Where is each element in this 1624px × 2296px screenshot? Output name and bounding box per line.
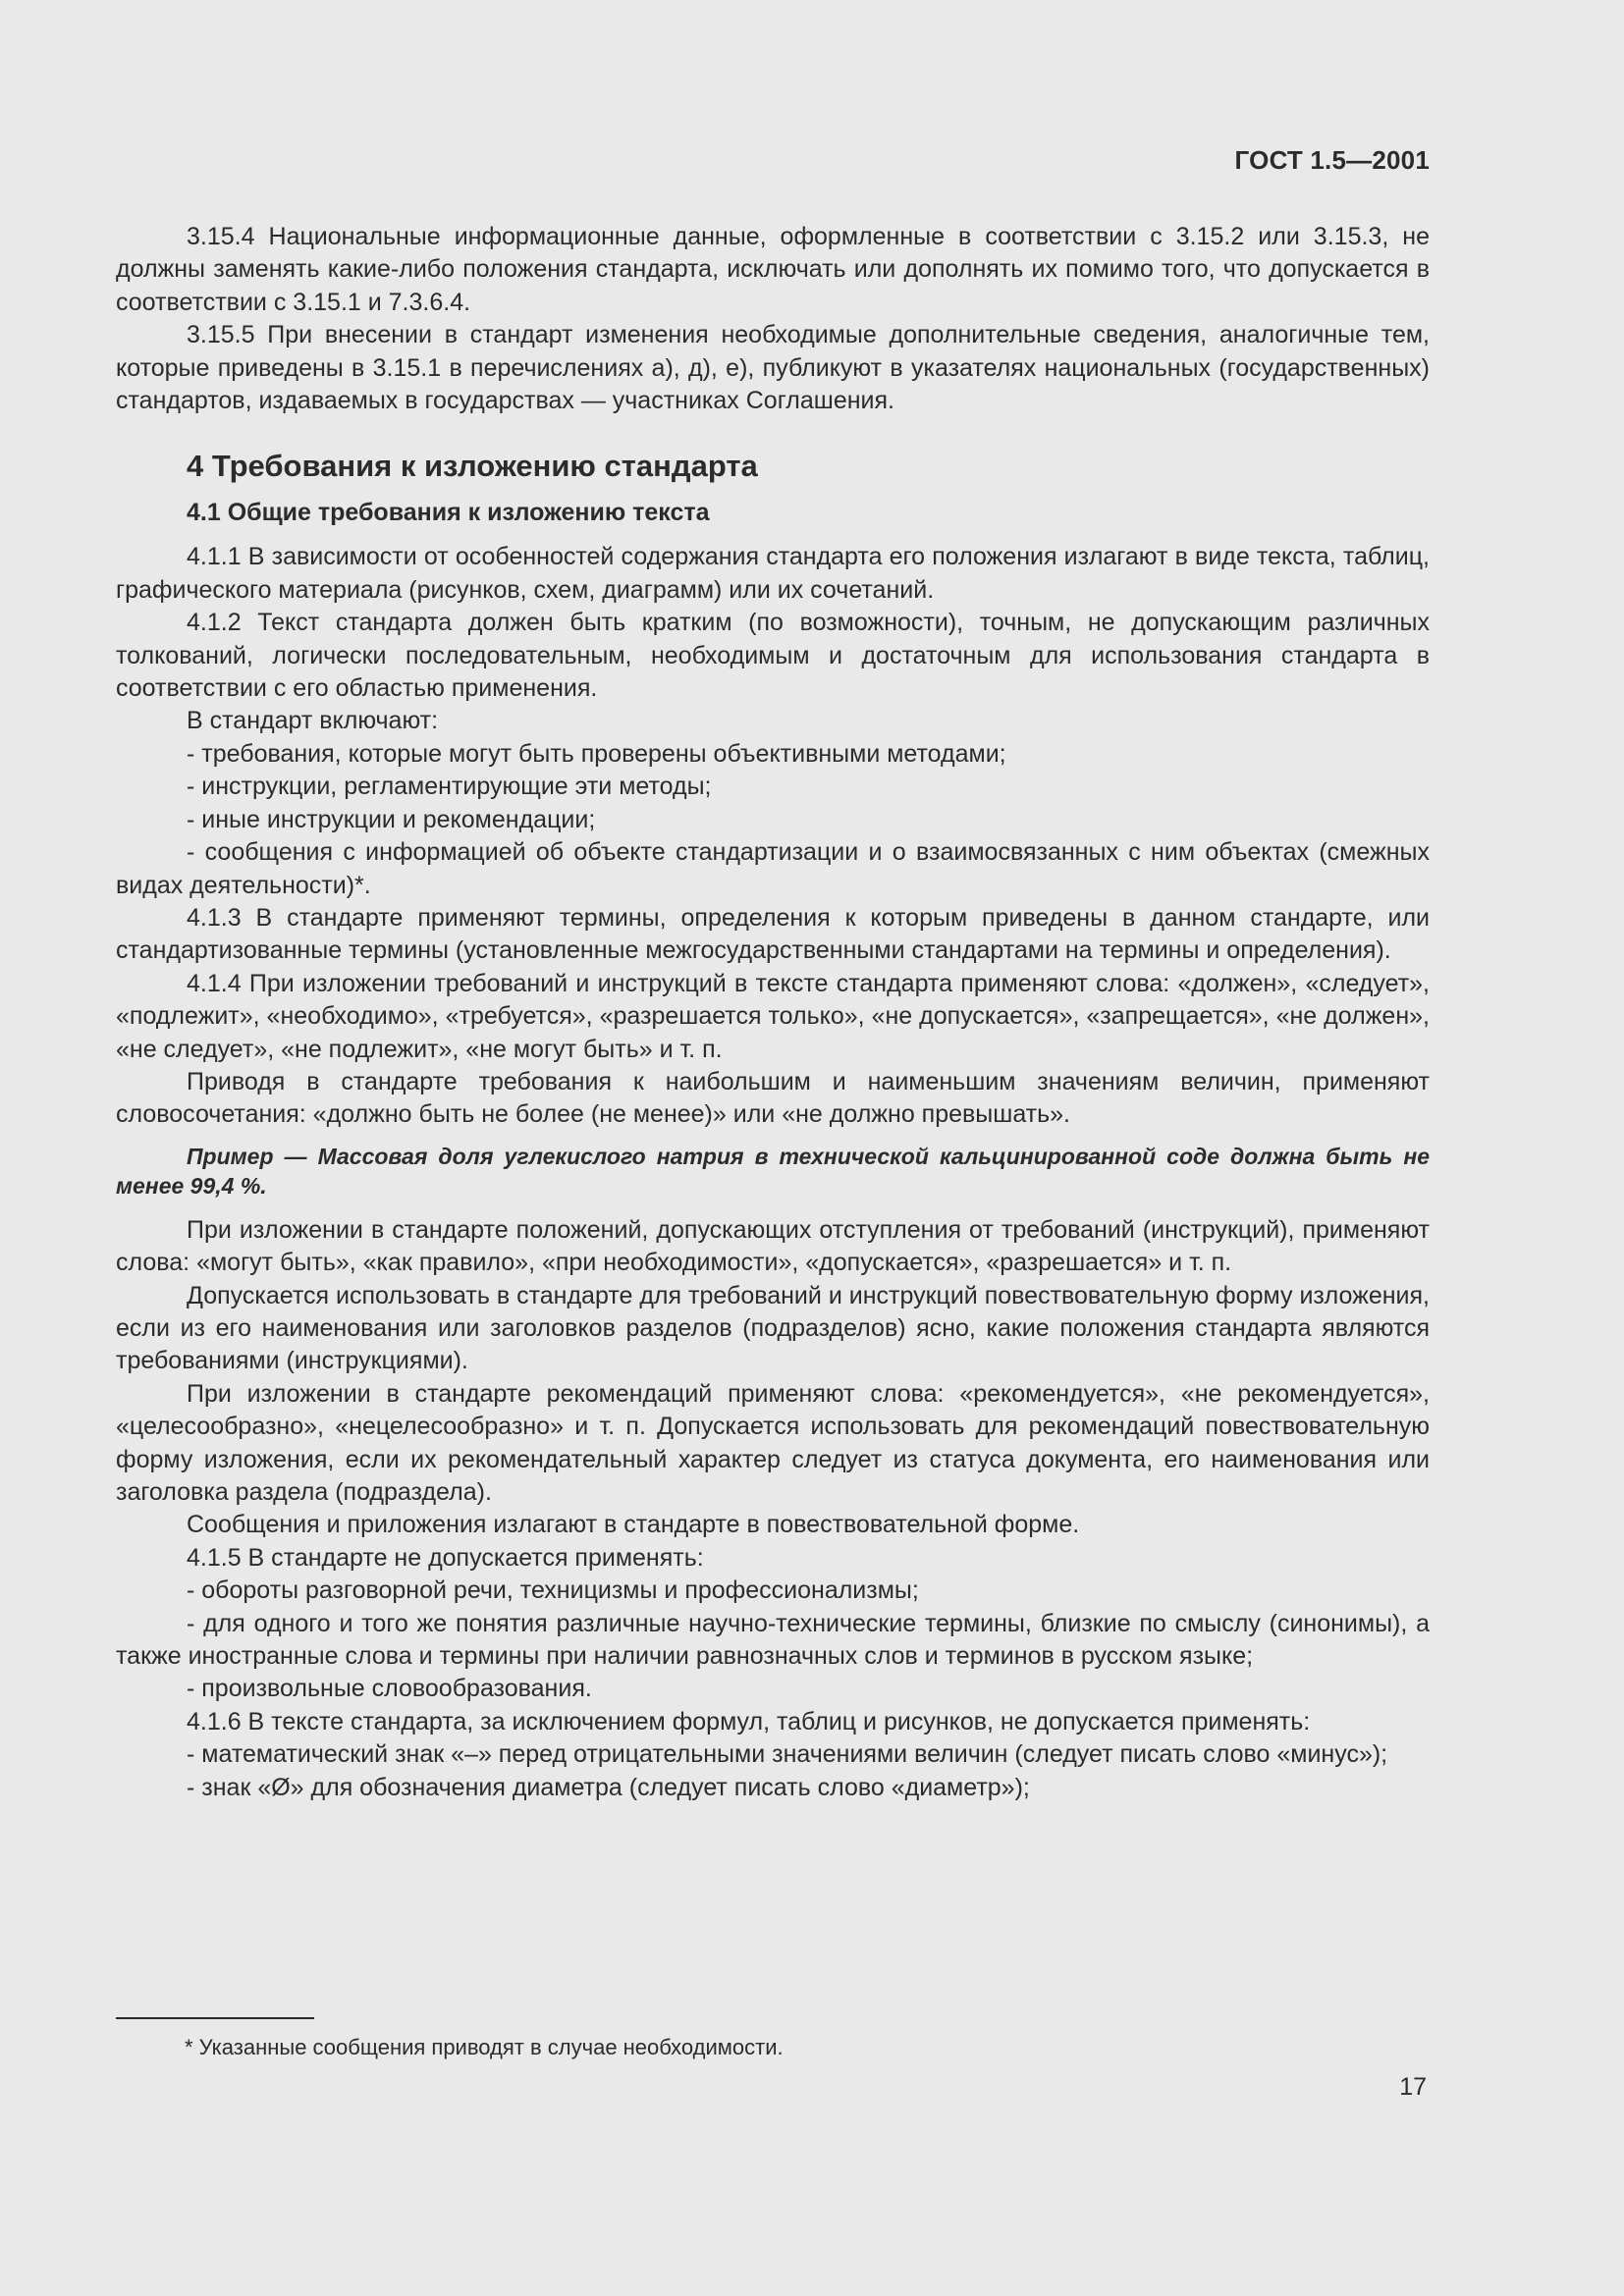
paragraph: 4.1.3 В стандарте применяют термины, определения к которым приведены в данном стандарте, или стандартизованные термины (установленные межгосударственными стандартами на термины и определения). (116, 903, 1430, 965)
list-item: - требования, которые могут быть проверены объективными методами; (187, 739, 1006, 768)
list-item: - инструкции, регламентирующие эти методы; (187, 773, 712, 801)
paragraph: 3.15.4 Национальные информационные данные, оформленные в соответствии с 3.15.2 или 3.15.3, не должны заменять какие-либо положения стандарта, исключать или дополнять их помимо того, что допускается в соответствии с 3.15.1 и 7.3.6.4. (116, 223, 1430, 316)
list-item: - произвольные словообразования. (187, 1675, 592, 1703)
section-title: 4 Требования к изложению стандарта (187, 449, 758, 484)
list-item: - знак «Ø» для обозначения диаметра (следует писать слово «диаметр»); (187, 1773, 1030, 1801)
list-item: - иные инструкции и рекомендации; (187, 805, 596, 833)
paragraph: Допускается использовать в стандарте для требований и инструкций повествовательную форму изложения, если из его наименования или заголовков разделов (подразделов) ясно, какие положения стандарта являются требованиями (инструкциями). (116, 1281, 1430, 1375)
paragraph: В стандарт включают: (187, 707, 439, 735)
example-note: Пример — Массовая доля углекислого натрия в технической кальцинированной соде должна быть не менее 99,4 %. (116, 1143, 1430, 1199)
paragraph: При изложении в стандарте рекомендаций применяют слова: «рекомендуется», «не рекомендуется», «целесообразно», «нецелесообразно» и т. п. Допускается использовать для рекомендаций повествовательную форму изложения, если их рекомендательный характер следует из статуса документа, его наименования или заголовка раздела (подраздела). (116, 1379, 1430, 1506)
paragraph: 3.15.5 При внесении в стандарт изменения необходимые дополнительные сведения, аналогичные тем, которые приведены в 3.15.1 в перечислениях а), д), е), публикуют в указателях национальных (государственных) стандартов, издаваемых в государствах — участниках Соглашения. (116, 321, 1430, 415)
paragraph: 4.1.1 В зависимости от особенностей содержания стандарта его положения излагают в виде текста, таблиц, графического материала (рисунков, схем, диаграмм) или их сочетаний. (116, 543, 1430, 604)
paragraph: 4.1.2 Текст стандарта должен быть кратким (по возможности), точным, не допускающим различных толкований, логически последовательным, необходимым и достаточным для использования стандарта в соответствии с его областью применения. (116, 609, 1430, 703)
list-item: - обороты разговорной речи, техницизмы и профессионализмы; (187, 1576, 919, 1605)
list-item: - математический знак «–» перед отрицательными значениями величин (следует писать слово «минус»); (187, 1740, 1388, 1769)
subsection-title: 4.1 Общие требования к изложению текста (187, 499, 710, 527)
footnote-divider (116, 2017, 314, 2019)
paragraph: При изложении в стандарте положений, допускающих отступления от требований (инструкций), применяют слова: «могут быть», «как правило», «при необходимости», «допускается», «разрешается» и т. п. (116, 1215, 1430, 1277)
page-content (116, 221, 1430, 1804)
paragraph: 4.1.4 При изложении требований и инструкций в тексте стандарта применяют слова: «должен», «следует», «подлежит», «необходимо», «требуется», «разрешается только», «не допускается», «запрещается», «не должен», «не следует», «не подлежит», «не могут быть» и т. п. (116, 969, 1430, 1063)
paragraph: Сообщения и приложения излагают в стандарте в повествовательной форме. (187, 1511, 1080, 1539)
paragraph: 4.1.5 В стандарте не допускается применять: (187, 1543, 704, 1572)
paragraph: Приводя в стандарте требования к наибольшим и наименьшим значениям величин, применяют словосочетания: «должно быть не более (не менее)» или «не должно превышать». (116, 1067, 1430, 1129)
paragraph: 4.1.6 В тексте стандарта, за исключением формул, таблиц и рисунков, не допускается применять: (187, 1707, 1311, 1735)
footnote: * Указанные сообщения приводят в случае необходимости. (185, 2035, 784, 2059)
standard-id-header: ГОСТ 1.5—2001 (1234, 145, 1430, 175)
list-item: - для одного и того же понятия различные научно-технические термины, близкие по смыслу (синонимы), а также иностранные слова и термины при наличии равнозначных слов и терминов в русском языке; (116, 1609, 1430, 1671)
page-number: 17 (1399, 2073, 1427, 2101)
list-item: - сообщения с информацией об объекте стандартизации и о взаимосвязанных с ним объектах (смежных видах деятельности)*. (116, 838, 1430, 899)
